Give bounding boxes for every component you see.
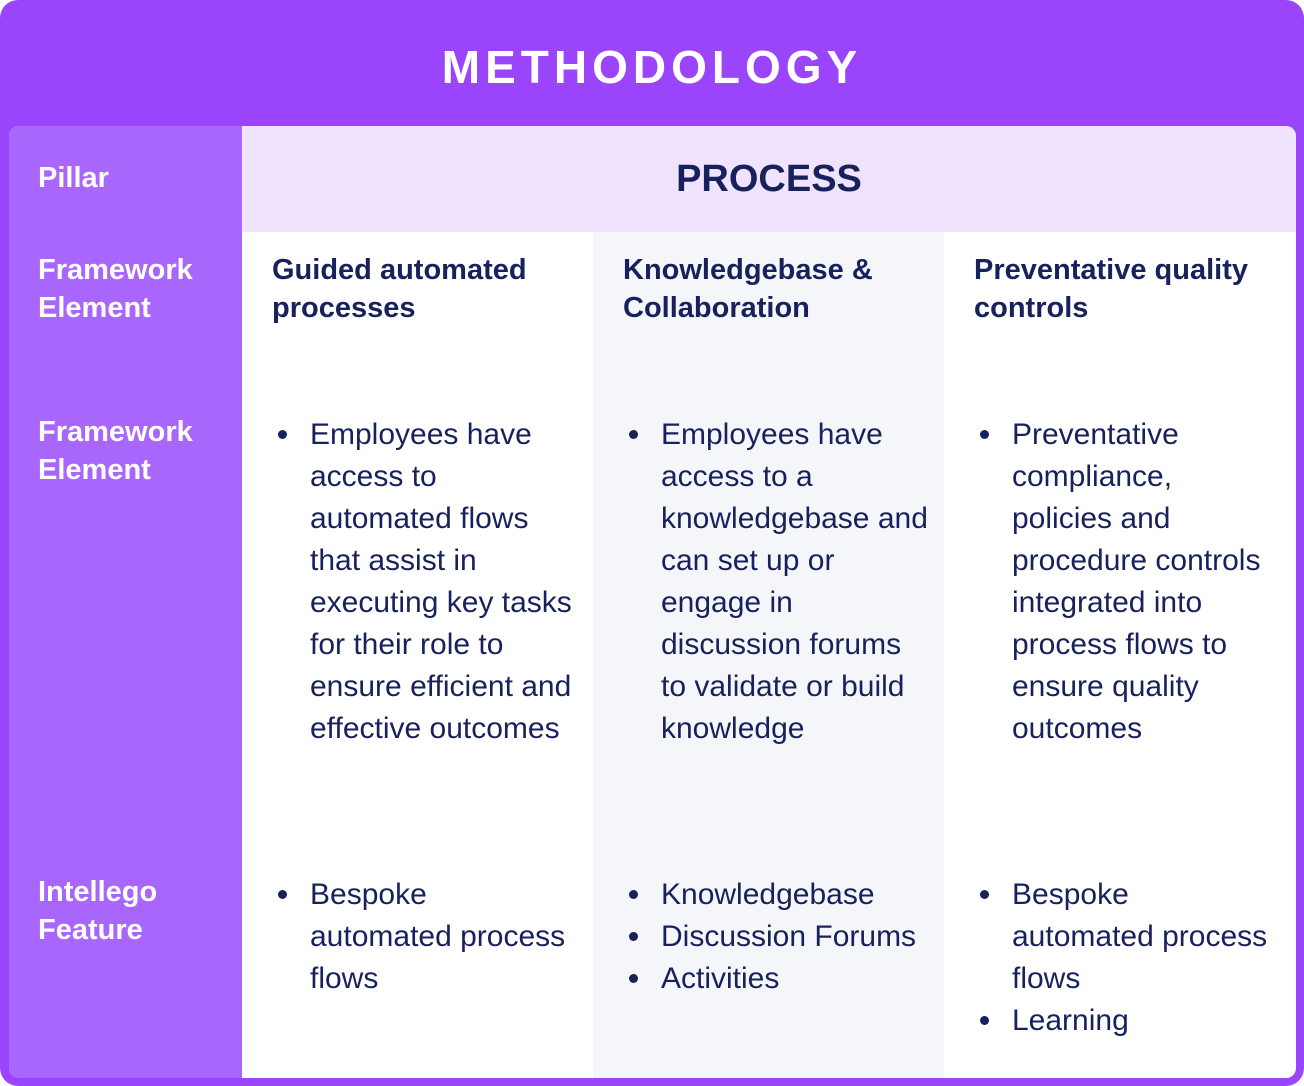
intellego-feature-list: [623, 874, 923, 1000]
page-title: METHODOLOGY: [441, 41, 863, 93]
methodology-table: [9, 126, 1296, 1078]
row-label-intellego-feature: Intellego Feature: [38, 876, 158, 946]
list-item: Employees have access to automated flows that assist in executing key tasks for their role to ensure efficient and effective outcomes: [272, 414, 572, 750]
list-item: Bespoke automated process flows: [974, 874, 1274, 1000]
framework-element-heading: Knowledgebase & Collaboration: [623, 254, 873, 324]
row-label-pillar: Pillar: [38, 162, 109, 194]
list-item: Learning: [974, 1000, 1274, 1042]
framework-element-heading: Guided automated processes: [272, 254, 527, 324]
list-item: Discussion Forums: [623, 916, 923, 958]
list-item: Activities: [623, 958, 923, 1000]
row-label-column: [9, 126, 242, 1078]
intellego-feature-list: [272, 874, 572, 1000]
framework-element-description-list: [974, 414, 1279, 750]
row-label-framework-element-description: Framework Element: [38, 416, 193, 486]
intellego-feature-list: [974, 874, 1274, 1042]
pillar-header: [242, 126, 1296, 232]
row-label-framework-element: Framework Element: [38, 254, 193, 324]
pillar-name: PROCESS: [676, 157, 862, 200]
list-item: Employees have access to a knowledgebase and can set up or engage in discussion forums to validate or build knowledge: [623, 414, 933, 750]
framework-element-description-list: [272, 414, 572, 750]
framework-element-heading: Preventative quality controls: [974, 254, 1248, 324]
list-item: Knowledgebase: [623, 874, 923, 916]
list-item: Bespoke automated process flows: [272, 874, 572, 1000]
framework-element-description-list: [623, 414, 933, 750]
list-item: Preventative compliance, policies and procedure controls integrated into process flows to ensure quality outcomes: [974, 414, 1279, 750]
